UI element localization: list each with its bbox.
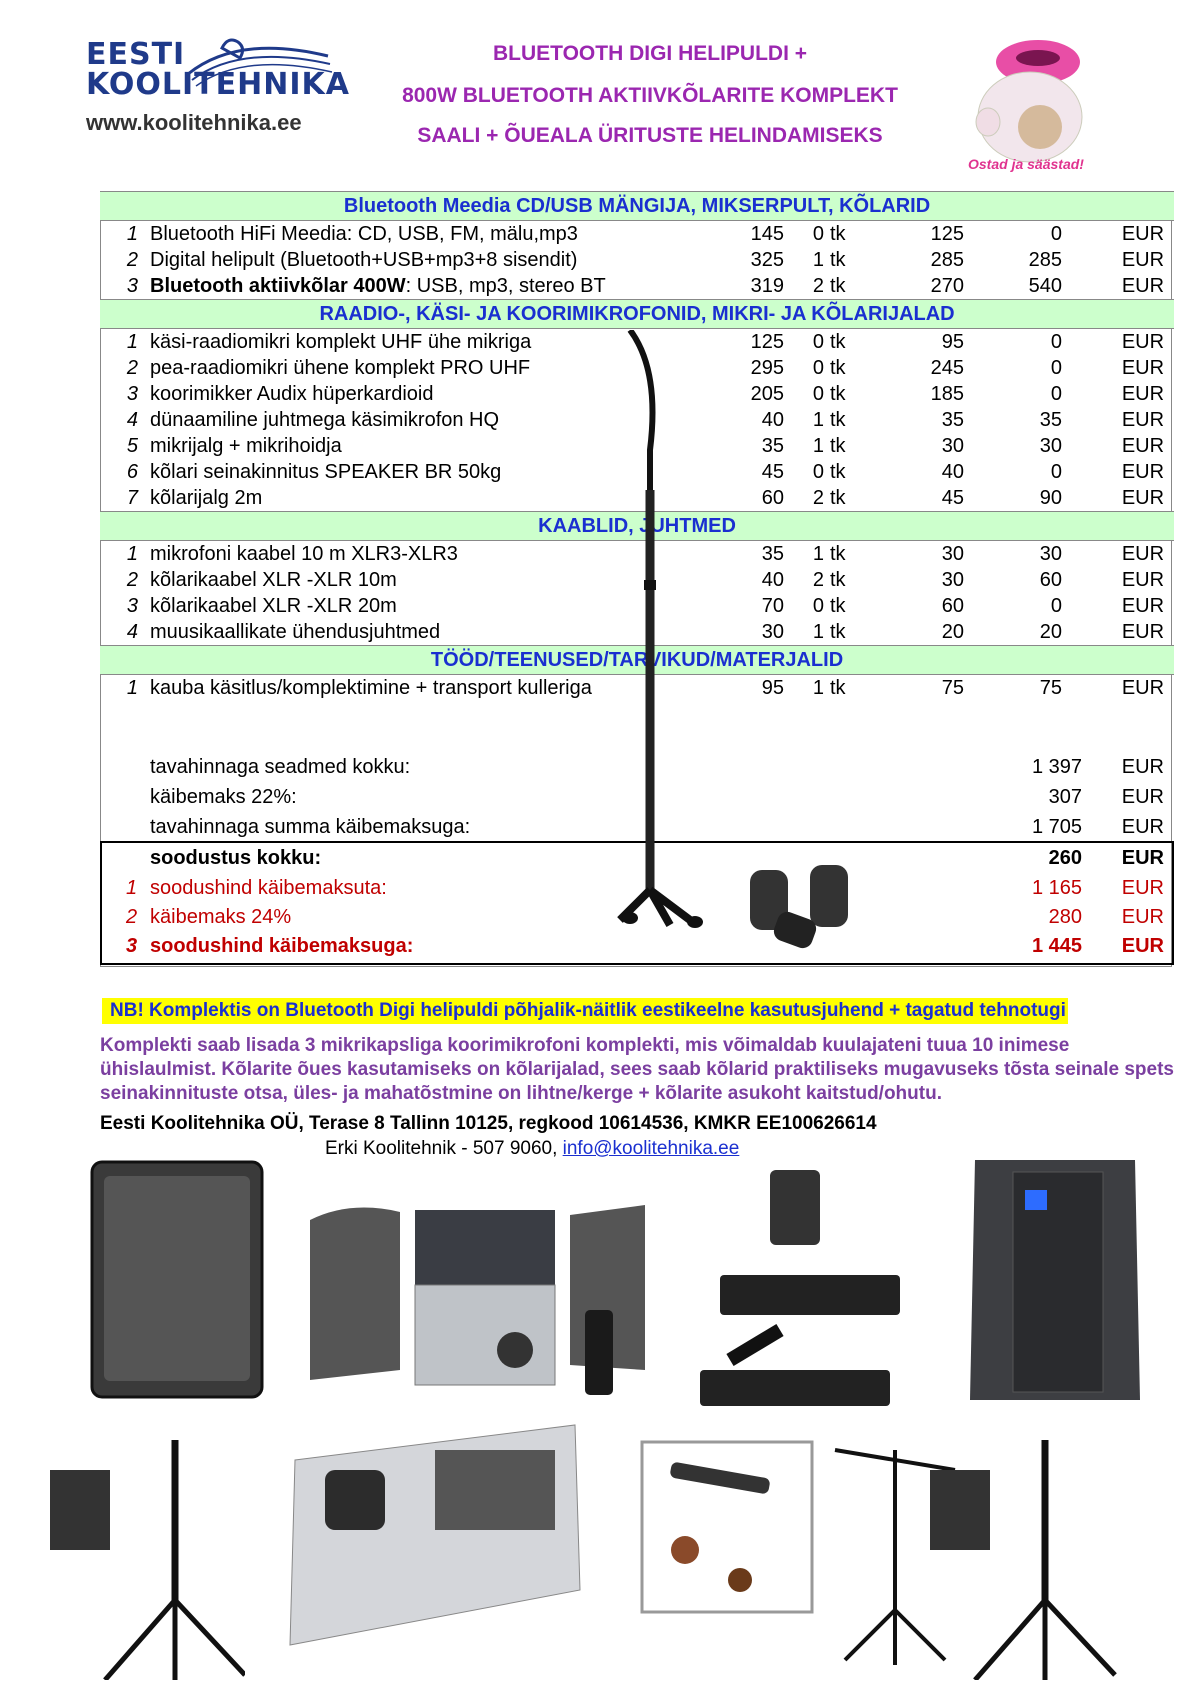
row-number: 3 [126, 275, 138, 297]
row-price: 325 [750, 249, 784, 271]
summary-currency: EUR [1121, 786, 1164, 808]
row-unit: tk [830, 543, 846, 565]
row-price: 95 [761, 677, 784, 699]
row-number: 3 [126, 595, 138, 617]
row-quantity: 1 [812, 621, 824, 643]
piggy-bank-image [968, 22, 1098, 172]
row-unit: tk [830, 621, 846, 643]
row-currency: EUR [1121, 331, 1165, 353]
row-description [144, 221, 704, 248]
row-total: 35 [1039, 409, 1062, 431]
title-line2: 800W BLUETOOTH AKTIIVKÕLARITE KOMPLEKT [402, 84, 898, 107]
cd-player-image [300, 1200, 660, 1400]
row-price: 145 [750, 223, 784, 245]
row-description-text: kõlarikaabel XLR -XLR 10m [150, 569, 397, 591]
row-quantity: 0 [812, 595, 824, 617]
section-title: KAABLID, JUHTMED [100, 512, 1174, 541]
summary-label: soodushind käibemaksuta: [150, 877, 387, 899]
summary-label: soodushind käibemaksuga: [150, 935, 414, 957]
row-price: 40 [761, 409, 784, 431]
row-currency: EUR [1121, 275, 1165, 297]
logo-url: www.koolitehnika.ee [86, 110, 302, 135]
row-sale-price: 245 [930, 357, 964, 379]
row-sale-price: 30 [941, 435, 964, 457]
speaker-stand-image [45, 1430, 245, 1680]
row-number: 2 [126, 569, 138, 591]
note-text: Komplekti saab lisada 3 mikrikapsliga koorimikrofoni komplekti, mis võimaldab kuulajateni tuua 10 inimese ühislaulmist. Kõlarite õues kasutamiseks on kõlarijalad, sees saab kõlarid praktiliseks mugavuseks tõsta seinale spets seinakinnituste otsa, üles- ja mahatõstmine on lihtne/kerge + kõlarite asukoht kaitstud/ohutu. [100, 1035, 1174, 1104]
row-unit: tk [830, 487, 846, 509]
row-total: 0 [1050, 223, 1062, 245]
title-line3: SAALI + ÕUEALA ÜRITUSTE HELINDAMISEKS [417, 124, 883, 147]
contact-prefix: Erki Koolitehnik - 507 9060, [325, 1138, 563, 1159]
mic-stand-image [600, 330, 920, 950]
row-description-text: pea-raadiomikri ühene komplekt PRO UHF [150, 357, 531, 379]
active-speaker-image [965, 1150, 1145, 1410]
summary-value: 307 [1048, 786, 1082, 808]
summary-label: käibemaks 24% [150, 906, 292, 928]
summary-value: 1 165 [1031, 877, 1082, 899]
speaker-stand-image-2 [925, 1430, 1125, 1680]
row-quantity: 0 [812, 383, 824, 405]
row-quantity: 2 [812, 487, 824, 509]
summary-value: 280 [1048, 906, 1082, 928]
row-quantity: 0 [812, 461, 824, 483]
row-total: 0 [1050, 357, 1062, 379]
row-price: 125 [750, 331, 784, 353]
row-description-text: mikrijalg + mikrihoidja [150, 435, 342, 457]
row-total: 540 [1028, 275, 1062, 297]
row-unit: tk [830, 409, 846, 431]
row-number: 4 [126, 621, 138, 643]
row-number: 2 [126, 249, 138, 271]
summary-label: käibemaks 22%: [150, 786, 297, 808]
row-total: 20 [1039, 621, 1062, 643]
row-number: 6 [126, 461, 138, 483]
row-sale-price: 40 [941, 461, 964, 483]
row-description [144, 273, 704, 300]
row-description-text: muusikaallikate ühendusjuhtmed [150, 621, 441, 643]
summary-currency: EUR [1121, 906, 1164, 928]
summary-label: tavahinnaga summa käibemaksuga: [150, 816, 471, 838]
row-currency: EUR [1121, 621, 1165, 643]
row-total: 75 [1039, 677, 1062, 699]
row-quantity: 1 [812, 677, 824, 699]
row-currency: EUR [1121, 357, 1165, 379]
summary-label: soodustus kokku: [150, 847, 322, 869]
row-unit: tk [830, 569, 846, 591]
row-currency: EUR [1121, 569, 1165, 591]
row-currency: EUR [1121, 249, 1165, 271]
row-sale-price: 30 [941, 543, 964, 565]
row-price: 40 [761, 569, 784, 591]
summary-currency: EUR [1121, 935, 1164, 957]
row-sale-price: 60 [941, 595, 964, 617]
wireless-mic-image [700, 1170, 910, 1410]
row-total: 0 [1050, 595, 1062, 617]
row-quantity: 0 [812, 331, 824, 353]
summary-num: 2 [126, 906, 138, 928]
row-currency: EUR [1121, 487, 1165, 509]
row-currency: EUR [1121, 223, 1165, 245]
row-number: 4 [126, 409, 138, 431]
row-sale-price: 125 [930, 223, 964, 245]
row-currency: EUR [1121, 543, 1165, 565]
summary-value: 1 705 [1031, 816, 1082, 838]
company-logo [86, 37, 356, 150]
passive-speaker-image [90, 1160, 265, 1400]
slogan: Ostad ja säästad! [968, 156, 1084, 172]
summary-currency: EUR [1121, 847, 1164, 869]
bell-wave-icon [178, 34, 338, 94]
row-description-text: kauba käsitlus/komplektimine + transport kulleriga [150, 677, 592, 699]
row-price: 60 [761, 487, 784, 509]
row-description-text: kõlarijalg 2m [150, 487, 263, 509]
row-description-bold: Bluetooth aktiivkõlar 400W [150, 275, 406, 297]
summary-currency: EUR [1121, 877, 1164, 899]
summary-num: 1 [126, 877, 138, 899]
row-price: 205 [750, 383, 784, 405]
row-price: 35 [761, 543, 784, 565]
row-price: 45 [761, 461, 784, 483]
row-description-text: kõlari seinakinnitus SPEAKER BR 50kg [150, 461, 502, 483]
row-quantity: 1 [812, 543, 824, 565]
row-unit: tk [830, 275, 846, 297]
row-description-text: : USB, mp3, stereo BT [405, 275, 606, 297]
company-info: Eesti Koolitehnika OÜ, Terase 8 Tallinn 10125, regkood 10614536, KMKR EE100626614 [100, 1113, 877, 1134]
row-quantity: 0 [812, 223, 824, 245]
row-total: 0 [1050, 383, 1062, 405]
row-currency: EUR [1121, 409, 1165, 431]
logo-line2: KOOLITEHNIKA [86, 67, 350, 102]
nb-notice: NB! Komplektis on Bluetooth Digi helipuldi põhjalik-näitlik eestikeelne kasutusjuhend + tagatud tehnotugi [102, 998, 1068, 1024]
row-unit: tk [830, 223, 846, 245]
row-description-text: mikrofoni kaabel 10 m XLR3-XLR3 [150, 543, 458, 565]
row-sale-price: 30 [941, 569, 964, 591]
row-number: 1 [126, 331, 138, 353]
logo-line1: EESTI [86, 37, 186, 72]
row-total: 30 [1039, 543, 1062, 565]
mixer-image [285, 1420, 585, 1650]
row-unit: tk [830, 331, 846, 353]
row-total: 0 [1050, 461, 1062, 483]
row-sale-price: 95 [941, 331, 964, 353]
row-currency: EUR [1121, 435, 1165, 457]
summary-value: 260 [1048, 847, 1082, 869]
row-number: 2 [126, 357, 138, 379]
row-unit: tk [830, 249, 846, 271]
row-total: 60 [1039, 569, 1062, 591]
row-description-text: Bluetooth HiFi Meedia: CD, USB, FM, mälu,mp3 [150, 223, 578, 245]
row-sale-price: 285 [930, 249, 964, 271]
row-number: 1 [126, 543, 138, 565]
row-unit: tk [830, 357, 846, 379]
row-price: 70 [761, 595, 784, 617]
section-title: RAADIO-, KÄSI- JA KOORIMIKROFONID, MIKRI- JA KÕLARIJALAD [100, 300, 1174, 329]
row-price: 295 [750, 357, 784, 379]
row-quantity: 1 [812, 409, 824, 431]
row-price: 319 [750, 275, 784, 297]
summary-label: tavahinnaga seadmed kokku: [150, 756, 411, 778]
row-description-text: kõlarikaabel XLR -XLR 20m [150, 595, 397, 617]
summary-num: 3 [126, 935, 138, 957]
table-row [100, 273, 1174, 300]
row-quantity: 2 [812, 275, 824, 297]
row-unit: tk [830, 595, 846, 617]
row-total: 90 [1039, 487, 1062, 509]
row-description-text: koorimikker Audix hüperkardioid [150, 383, 434, 405]
row-currency: EUR [1121, 677, 1165, 699]
summary-value: 1 445 [1031, 935, 1082, 957]
row-currency: EUR [1121, 461, 1165, 483]
email-link[interactable]: info@koolitehnika.ee [562, 1138, 740, 1159]
section-title: Bluetooth Meedia CD/USB MÄNGIJA, MIKSERPULT, KÕLARID [100, 192, 1174, 221]
row-price: 30 [761, 621, 784, 643]
row-number: 5 [126, 435, 138, 457]
row-sale-price: 45 [941, 487, 964, 509]
handheld-mic-image [640, 1440, 815, 1615]
row-unit: tk [830, 435, 846, 457]
row-price: 35 [761, 435, 784, 457]
row-number: 7 [126, 487, 138, 509]
row-unit: tk [830, 383, 846, 405]
row-quantity: 2 [812, 569, 824, 591]
row-total: 30 [1039, 435, 1062, 457]
section-header [100, 192, 1174, 221]
table-row [100, 221, 1174, 248]
section-header [100, 300, 1174, 329]
row-description-text: dünaamiline juhtmega käsimikrofon HQ [150, 409, 500, 431]
row-unit: tk [830, 461, 846, 483]
row-sale-price: 75 [941, 677, 964, 699]
summary-currency: EUR [1121, 756, 1164, 778]
table-row [100, 247, 1174, 273]
row-currency: EUR [1121, 595, 1165, 617]
row-currency: EUR [1121, 383, 1165, 405]
row-number: 1 [126, 677, 138, 699]
section-title: TÖÖD/TEENUSED/TARVIKUD/MATERJALID [100, 646, 1174, 675]
row-unit: tk [830, 677, 846, 699]
row-total: 285 [1028, 249, 1062, 271]
summary-value: 1 397 [1031, 756, 1082, 778]
row-description-text: Digital helipult (Bluetooth+USB+mp3+8 sisendit) [150, 249, 578, 271]
row-number: 3 [126, 383, 138, 405]
summary-currency: EUR [1121, 816, 1164, 838]
row-sale-price: 20 [941, 621, 964, 643]
row-sale-price: 270 [930, 275, 964, 297]
row-description-text: käsi-raadiomikri komplekt UHF ühe mikriga [150, 331, 532, 353]
row-sale-price: 185 [930, 383, 964, 405]
row-total: 0 [1050, 331, 1062, 353]
title-line1: BLUETOOTH DIGI HELIPULDI + [492, 42, 808, 65]
row-quantity: 1 [812, 435, 824, 457]
row-quantity: 1 [812, 249, 824, 271]
row-description [144, 247, 704, 273]
row-sale-price: 35 [941, 409, 964, 431]
contact-info [325, 1138, 739, 1160]
row-number: 1 [126, 223, 138, 245]
row-quantity: 0 [812, 357, 824, 379]
